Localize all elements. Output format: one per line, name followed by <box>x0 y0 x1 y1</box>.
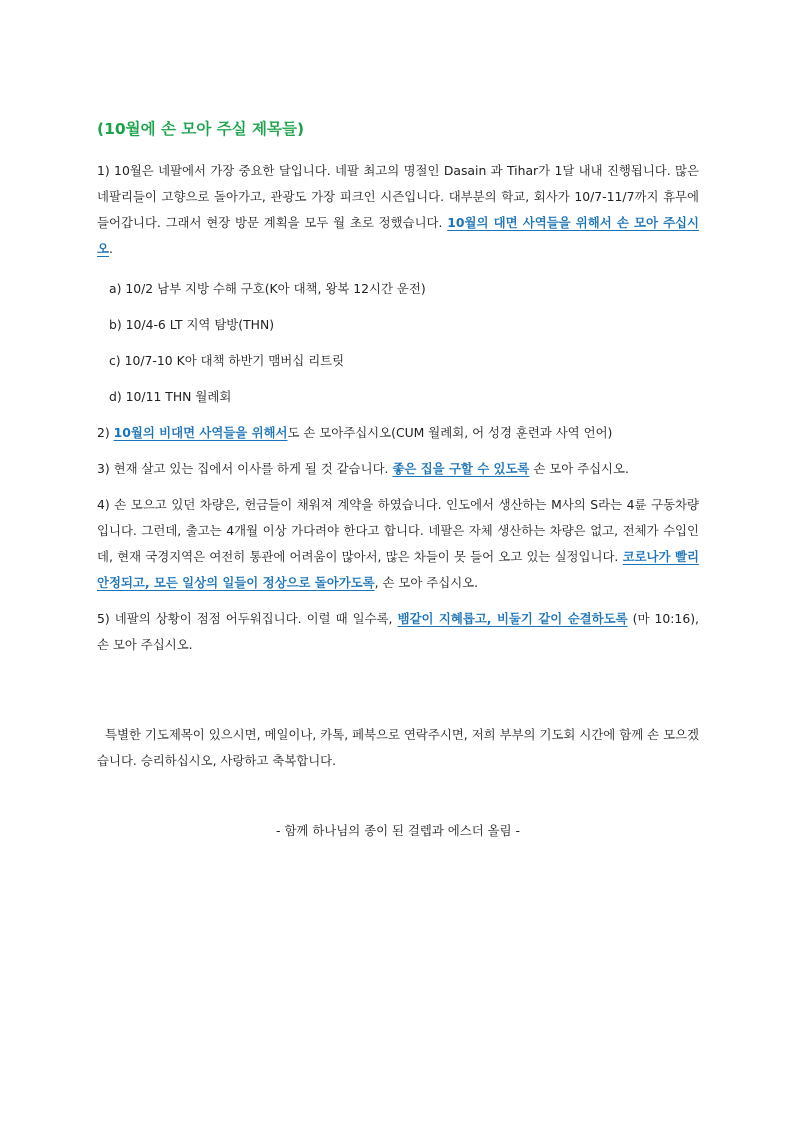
signature: - 함께 하나님의 종이 된 걸렙과 에스더 올림 - <box>276 823 520 838</box>
schedule-item-d: d) 10/11 THN 월례회 <box>109 389 232 404</box>
prayer-item-3 <box>97 456 699 482</box>
prayer-item-1-after: . <box>108 241 113 256</box>
closing-message: 특별한 기도제목이 있으시면, 메일이나, 카톡, 페북으로 연락주시면, 저희 부부의 기도회 시간에 함께 손 모으겠습니다. 승리하십시오, 사랑하고 축복합니다. <box>97 727 699 768</box>
schedule-list <box>97 276 699 410</box>
prayer-item-4-after: , 손 모아 주십시오. <box>374 575 479 590</box>
schedule-item-a: a) 10/2 남부 지방 수해 구호(K아 대책, 왕복 12시간 운전) <box>109 281 426 296</box>
prayer-item-5-after: (마 10:16), 손 모아 주십시오. <box>97 611 699 652</box>
prayer-item-5-before: 5) 네팔의 상황이 점점 어두워집니다. 이럴 때 일수록, <box>97 611 398 626</box>
prayer-item-3-after: 손 모아 주십시오. <box>529 461 629 476</box>
prayer-item-2-after: 도 손 모아주십시오(CUM 월례회, 어 성경 훈련과 사역 언어) <box>287 425 613 440</box>
document-body <box>97 116 699 854</box>
prayer-item-2-highlight: 10월의 비대면 사역들을 위해서 <box>113 425 288 440</box>
prayer-item-1-highlight: 10월의 대면 사역들을 위해서 손 모아 주십시오 <box>97 215 700 256</box>
schedule-item-b: b) 10/4-6 LT 지역 탐방(THN) <box>109 317 275 332</box>
prayer-item-3-before: 3) 현재 살고 있는 집에서 이사를 하게 될 것 같습니다. <box>97 461 393 476</box>
prayer-item-1-text: 1) 10월은 네팔에서 가장 중요한 달입니다. 네팔 최고의 명절인 Dasain 과 Tihar가 1달 내내 진행됩니다. 많은 네팔리들이 고향으로 돌아가고, 관광도 가장 피크인 시즌입니다. 대부분의 학교, 회사가 10/7-11/7까지 휴무에 들어갑니다. 그래서 현장 방문 계획을 모두 월 초로 정했습니다. <box>97 163 699 230</box>
prayer-item-4 <box>97 492 699 596</box>
prayer-item-4-before: 4) 손 모으고 있던 차량은, 헌금들이 채워져 계약을 하였습니다. 인도에서 생산하는 M사의 S라는 4륜 구동차량입니다. 그런데, 출고는 4개월 이상 가다려야 한다고 합니다. 네팔은 자체 생산하는 차량은 없고, 전체가 수입인데, 현재 국경지역은 여전히 통관에 어려움이 많아서, 많은 차들이 못 들어 오고 있는 실정입니다. <box>97 497 699 564</box>
prayer-item-4-highlight: 코로나가 빨리 안정되고, 모든 일상의 일들이 정상으로 돌아가도록 <box>97 549 699 590</box>
prayer-item-2 <box>97 420 699 446</box>
prayer-item-5-highlight: 뱀같이 지혜롭고, 비둘기 같이 순결하도록 <box>397 611 628 626</box>
prayer-item-5 <box>97 606 699 658</box>
schedule-item-c: c) 10/7-10 K아 대책 하반기 맴버십 리트릿 <box>109 353 345 368</box>
prayer-item-2-before: 2) <box>97 425 114 440</box>
prayer-item-3-highlight: 좋은 집을 구할 수 있도록 <box>392 461 530 476</box>
prayer-item-1 <box>97 158 699 262</box>
page-title: (10월에 손 모아 주실 제목들) <box>97 120 305 138</box>
